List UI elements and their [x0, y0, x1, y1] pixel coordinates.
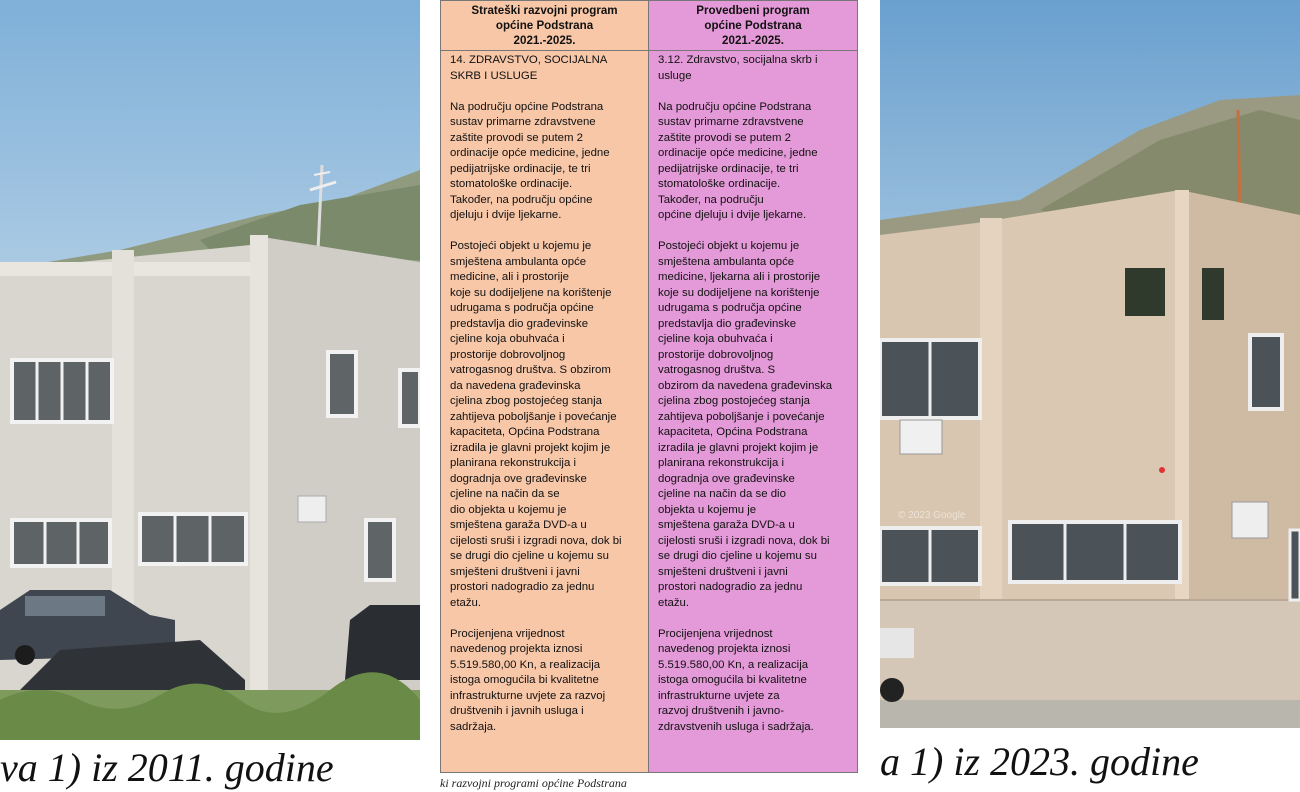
text-line: 14. ZDRAVSTVO, SOCIJALNA — [450, 54, 608, 66]
text-line: zahtijeva poboljšanje i povećanje — [450, 410, 617, 423]
text-line: navedenog projekta iznosi — [658, 643, 791, 655]
text-line: 3.12. Zdravstvo, socijalna skrb i — [658, 54, 818, 66]
text-line: pedijatrijske ordinacije, te tri — [658, 162, 799, 175]
text-line: smještena garaža DVD-a u — [450, 519, 587, 531]
caption-2011: va 1) iz 2011. godine — [0, 745, 334, 790]
text-line: cijelosti sruši i izgradi nova, dok bi — [450, 534, 622, 547]
text-line: stomatološke ordinacije. — [450, 178, 573, 190]
text-line: prostorije dobrovoljnog — [450, 348, 566, 361]
caption-2023: a 1) iz 2023. godine — [880, 739, 1199, 784]
text-line: medicine, ali i prostorije — [450, 271, 570, 283]
text-line: zaštite provodi se putem 2 — [450, 131, 583, 144]
header-line: Provedbeni program — [696, 4, 810, 17]
text-line: koje su dodijeljene na korištenje — [450, 286, 612, 299]
text-line: prostori nadogradio za jednu — [450, 581, 595, 593]
text-line: dogradnja ove građevinske — [658, 472, 795, 485]
text-line: infrastrukturne uvjete za razvoj — [450, 689, 606, 702]
section-title — [450, 53, 642, 84]
text-line: 5.519.580,00 Kn, a realizacija — [450, 658, 601, 671]
text-line: cjeline na način da se dio — [658, 488, 786, 500]
implementation-program-text — [649, 51, 857, 751]
building-2011-illustration — [0, 0, 420, 740]
text-line: koje su dodijeljene na korištenje — [658, 286, 820, 299]
text-line: sustav primarne zdravstvene — [658, 116, 804, 128]
text-line: cijelosti sruši i izgradi nova, dok bi — [658, 534, 830, 547]
text-line: Postojeći objekt u kojemu je — [450, 240, 592, 252]
text-line: vatrogasnog društva. S — [658, 364, 776, 376]
strategic-program-column — [441, 1, 649, 772]
text-line: etažu. — [658, 596, 690, 609]
text-line: zahtijeva poboljšanje i povećanje — [658, 410, 825, 423]
text-line: općine djeluju i dvije ljekarne. — [658, 209, 807, 221]
paragraph-existing-building — [450, 239, 642, 611]
header-line: 2021.-2025. — [513, 34, 576, 47]
text-line: smještena garaža DVD-a u — [658, 519, 795, 531]
paragraph-healthcare-system — [450, 100, 642, 224]
text-line: planirana rekonstrukcija i — [450, 457, 576, 469]
text-line: da navedena građevinska — [450, 379, 581, 392]
text-line: Također, na području općine — [450, 193, 593, 206]
text-line: djeluju i dvije ljekarne. — [450, 209, 562, 221]
text-line: Procijenjena vrijednost — [658, 627, 773, 640]
text-line: cjeline koja obuhvaća i — [658, 333, 773, 345]
header-line: općine Podstrana — [495, 19, 594, 32]
program-comparison-table — [440, 0, 858, 773]
text-line: cjelina zbog postojećeg stanja — [658, 395, 810, 407]
text-line: udrugama s područja općine — [450, 302, 594, 314]
text-line: sadržaja. — [450, 720, 497, 733]
text-line: ordinacije opće medicine, jedne — [450, 147, 610, 159]
text-line: predstavlja dio građevinske — [450, 317, 589, 330]
header-line: 2021.-2025. — [722, 34, 784, 47]
header-line: općine Podstrana — [704, 19, 802, 32]
text-line: 5.519.580,00 Kn, a realizacija — [658, 658, 809, 671]
paragraph-existing-building — [658, 239, 851, 611]
text-line: se drugi dio cjeline u kojemu su — [658, 550, 817, 562]
text-line: smješteni društveni i javni — [450, 565, 580, 578]
text-line: infrastrukturne uvjete za — [658, 689, 780, 702]
text-line: planirana rekonstrukcija i — [658, 457, 784, 469]
text-line: navedenog projekta iznosi — [450, 643, 583, 655]
building-photo-2023 — [880, 0, 1300, 728]
text-line: cjelina zbog postojećeg stanja — [450, 395, 602, 407]
text-line: Procijenjena vrijednost — [450, 627, 565, 640]
text-line: Također, na području — [658, 193, 764, 206]
section-title — [658, 53, 851, 84]
text-line: prostorije dobrovoljnog — [658, 348, 774, 361]
text-line: Postojeći objekt u kojemu je — [658, 240, 800, 252]
source-note: ki razvojni programi općine Podstrana — [440, 776, 627, 790]
text-line: istoga omogućila bi kvalitetne — [450, 674, 599, 686]
text-line: zdravstvenih usluga i sadržaja. — [658, 720, 814, 733]
paragraph-project-value — [450, 627, 642, 736]
paragraph-healthcare-system — [658, 100, 851, 224]
text-line: sustav primarne zdravstvene — [450, 116, 596, 128]
text-line: Na području općine Podstrana — [658, 100, 812, 113]
text-line: istoga omogućila bi kvalitetne — [658, 674, 807, 686]
text-line: SKRB I USLUGE — [450, 69, 538, 82]
text-line: dio objekta u kojemu je — [450, 503, 567, 516]
strategic-program-text — [441, 51, 648, 751]
map-watermark: © 2023 Google — [898, 510, 966, 521]
text-line: društvenih i javnih usluga i — [450, 705, 584, 717]
paragraph-project-value — [658, 627, 851, 736]
implementation-program-header — [649, 1, 857, 51]
text-line: kapaciteta, Općina Podstrana — [450, 426, 600, 438]
strategic-program-header — [441, 1, 648, 51]
text-line: objekta u kojemu je — [658, 503, 757, 516]
text-line: etažu. — [450, 596, 482, 609]
text-line: kapaciteta, Općina Podstrana — [658, 426, 808, 438]
text-line: ordinacije opće medicine, jedne — [658, 147, 818, 159]
text-line: predstavlja dio građevinske — [658, 317, 797, 330]
text-line: vatrogasnog društva. S obzirom — [450, 364, 611, 376]
text-line: smještena ambulanta opće — [658, 255, 795, 268]
text-line: izradila je glavni projekt kojim je — [450, 441, 611, 454]
text-line: obzirom da navedena građevinska — [658, 379, 833, 392]
text-line: pedijatrijske ordinacije, te tri — [450, 162, 591, 175]
building-photo-2011 — [0, 0, 420, 740]
text-line: dogradnja ove građevinske — [450, 472, 587, 485]
text-line: stomatološke ordinacije. — [658, 178, 781, 190]
text-line: se drugi dio cjeline u kojemu su — [450, 550, 609, 562]
text-line: smještena ambulanta opće — [450, 255, 587, 268]
text-line: smješteni društveni i javni — [658, 565, 788, 578]
text-line: izradila je glavni projekt kojim je — [658, 441, 819, 454]
text-line: cjeline na način da se — [450, 488, 560, 500]
text-line: razvoj društvenih i javno- — [658, 705, 784, 717]
header-line: Strateški razvojni program — [471, 4, 618, 17]
building-2023-illustration — [880, 0, 1300, 728]
text-line: medicine, ljekarna ali i prostorije — [658, 271, 821, 283]
implementation-program-column — [649, 1, 857, 772]
text-line: udrugama s područja općine — [658, 302, 802, 314]
text-line: prostori nadogradio za jednu — [658, 581, 803, 593]
text-line: Na području općine Podstrana — [450, 100, 604, 113]
text-line: usluge — [658, 69, 692, 82]
text-line: zaštite provodi se putem 2 — [658, 131, 791, 144]
text-line: cjeline koja obuhvaća i — [450, 333, 565, 345]
